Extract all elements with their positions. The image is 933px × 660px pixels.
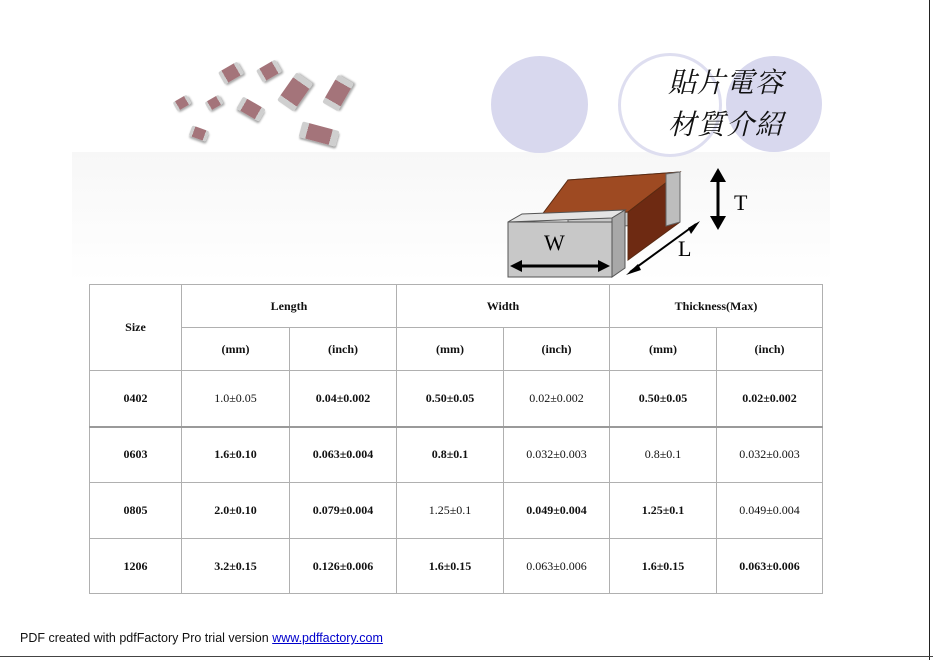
table-row [90, 483, 823, 539]
table-cell: 1.25±0.1 [610, 483, 717, 539]
chip-image [322, 75, 354, 112]
table-cell: 0.04±0.002 [290, 371, 397, 427]
table-cell: 0.50±0.05 [397, 371, 504, 427]
table-cell: 0.079±0.004 [290, 483, 397, 539]
table-cell: 0.032±0.003 [717, 427, 823, 483]
table-cell: 0.02±0.002 [717, 371, 823, 427]
table-cell: 0.049±0.004 [504, 483, 610, 539]
width-label: W [544, 230, 565, 255]
size-cell: 0603 [90, 427, 182, 483]
thickness-header: Thickness(Max) [610, 285, 823, 328]
size-cell: 0402 [90, 371, 182, 427]
unit-header: (mm) [182, 328, 290, 371]
chip-image [277, 72, 313, 111]
page-title [668, 62, 784, 146]
size-cell: 1206 [90, 539, 182, 594]
unit-header: (inch) [290, 328, 397, 371]
length-label: L [678, 236, 692, 261]
pdf-footer [20, 631, 383, 645]
table-cell: 1.0±0.05 [182, 371, 290, 427]
unit-header: (inch) [717, 328, 823, 371]
size-header: Size [90, 285, 182, 371]
chip-dimension-diagram [500, 160, 780, 285]
table-cell: 0.032±0.003 [504, 427, 610, 483]
table-cell: 0.049±0.004 [717, 483, 823, 539]
length-header: Length [182, 285, 397, 328]
title-line-2: 材質介紹 [668, 108, 785, 141]
table-cell: 0.063±0.004 [290, 427, 397, 483]
size-cell: 0805 [90, 483, 182, 539]
unit-header: (inch) [504, 328, 610, 371]
table-cell: 0.063±0.006 [717, 539, 823, 594]
title-line-1: 貼片電容 [668, 66, 785, 99]
width-header: Width [397, 285, 610, 328]
page-border-bottom [0, 656, 933, 657]
table-cell: 0.50±0.05 [610, 371, 717, 427]
chip-image [256, 59, 282, 82]
table-cell: 1.25±0.1 [397, 483, 504, 539]
table-cell: 0.8±0.1 [610, 427, 717, 483]
pdffactory-link[interactable]: www.pdffactory.com [272, 631, 383, 645]
page-border-right [929, 0, 930, 660]
table-row [90, 427, 823, 483]
table-row [90, 371, 823, 427]
chip-image [218, 61, 244, 84]
table-cell: 2.0±0.10 [182, 483, 290, 539]
table-cell: 0.8±0.1 [397, 427, 504, 483]
chip-size-table [89, 284, 823, 594]
table-cell: 0.02±0.002 [504, 371, 610, 427]
capacitor-chips-image [160, 48, 370, 158]
table-row [90, 539, 823, 594]
table-cell: 0.126±0.006 [290, 539, 397, 594]
chip-image [299, 121, 340, 146]
decor-circle [491, 56, 588, 153]
table-cell: 1.6±0.15 [610, 539, 717, 594]
chip-image [205, 95, 224, 112]
footer-text: PDF created with pdfFactory Pro trial version [20, 631, 273, 645]
unit-header: (mm) [397, 328, 504, 371]
table-cell: 1.6±0.15 [397, 539, 504, 594]
table-cell: 3.2±0.15 [182, 539, 290, 594]
thickness-label: T [734, 190, 748, 215]
table-cell: 1.6±0.10 [182, 427, 290, 483]
chip-image [236, 96, 266, 121]
chip-image [173, 95, 192, 112]
unit-header: (mm) [610, 328, 717, 371]
table-cell: 0.063±0.006 [504, 539, 610, 594]
chip-image [189, 125, 210, 141]
